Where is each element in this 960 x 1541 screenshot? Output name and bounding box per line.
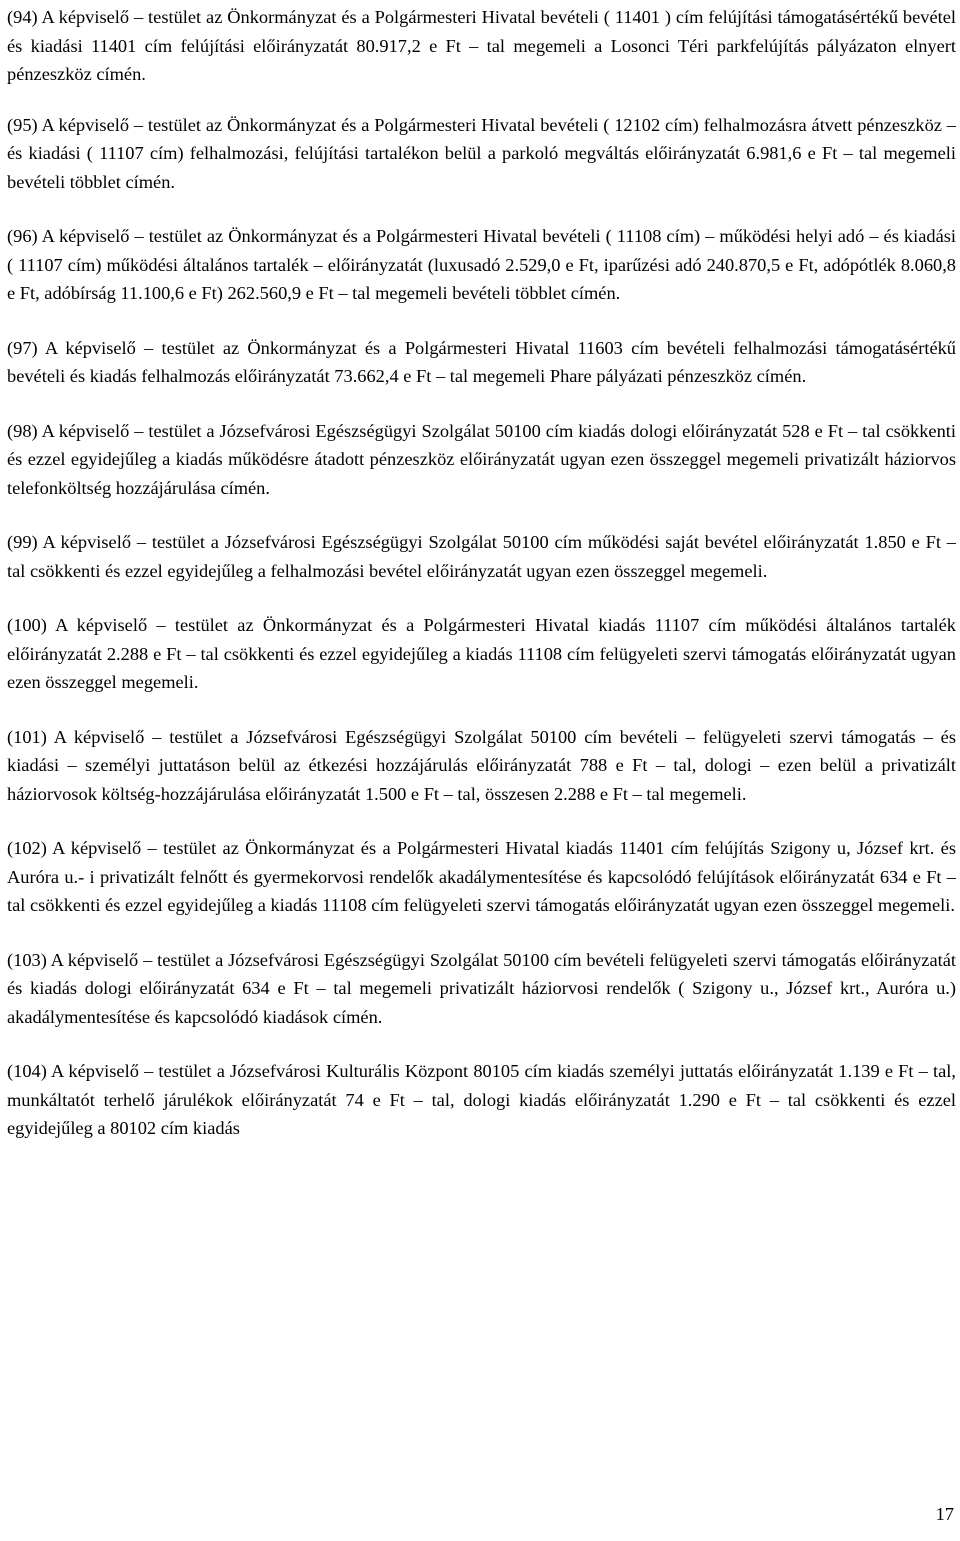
paragraph-103: (103) A képviselő – testület a Józsefvárosi Egészségügyi Szolgálat 50100 cím bevételi felügyeleti szervi támogatás előirányzatát és kiadás dologi előirányzatát 634 e Ft – tal megemeli privatizált háziorvosi rendelők ( Szigony u., József krt., Auróra u.) akadálymentesítése és kapcsolódó kiadások címén. — [7, 949, 956, 1027]
paragraph-102: (102) A képviselő – testület az Önkormányzat és a Polgármesteri Hivatal kiadás 11401 cím felújítás Szigony u, József krt. és Auróra u.- i privatizált felnőtt és gyermekorvosi rendelők akadálymentesítése és kapcsolódó felújítások előirányzatát 634 e Ft – tal csökkenti és ezzel egyidejűleg a kiadás 11108 cím felügyeleti szervi támogatás előirányzatát ugyan ezen összeggel megemeli. — [7, 838, 956, 915]
paragraph-104: (104) A képviselő – testület a Józsefvárosi Kulturális Központ 80105 cím kiadás személyi juttatás előirányzatát 1.139 e Ft – tal, munkáltatót terhelő járulékok előirányzatát 74 e Ft – tal, dologi kiadás előirányzatát 1.290 e Ft – tal csökkenti és ezzel egyidejűleg a 80102 cím kiadás — [7, 1061, 956, 1138]
page-number: 17 — [935, 1504, 954, 1524]
paragraph-97: (97) A képviselő – testület az Önkormányzat és a Polgármesteri Hivatal 11603 cím bevételi felhalmozási támogatásértékű bevételi és kiadás felhalmozás előirányzatát 73.662,4 e Ft – tal megemeli Phare pályázati pénzeszköz címén. — [7, 337, 956, 386]
paragraph-99: (99) A képviselő – testület a Józsefvárosi Egészségügyi Szolgálat 50100 cím működési saját bevétel előirányzatát 1.850 e Ft – tal csökkenti és ezzel egyidejűleg a felhalmozási bevétel előirányzatát ugyan ezen összeggel megemeli. — [7, 532, 956, 581]
paragraph-95: (95) A képviselő – testület az Önkormányzat és a Polgármesteri Hivatal bevételi ( 12102 cím) felhalmozásra átvett pénzeszköz – és kiadási ( 11107 cím) felhalmozási, felújítási tartalékon belül a parkoló megváltás előirányzatát 6.981,6 e Ft – tal megemeli bevételi többlet címén. — [7, 114, 956, 192]
paragraph-101: (101) A képviselő – testület a Józsefvárosi Egészségügyi Szolgálat 50100 cím bevételi – felügyeleti szervi támogatás – és kiadási – személyi juttatáson belül az étkezési hozzájárulás előirányzatát 788 e Ft – tal, dologi – ezen belül a privatizált háziorvosok költség-hozzájárulása előirányzatát 1.500 e Ft – tal, összesen 2.288 e Ft – tal megemeli. — [7, 726, 956, 804]
paragraph-100: (100) A képviselő – testület az Önkormányzat és a Polgármesteri Hivatal kiadás 11107 cím működési általános tartalék előirányzatát 2.288 e Ft – tal csökkenti és ezzel egyidejűleg a kiadás 11108 cím felügyeleti szervi támogatás előirányzatát ugyan ezen összeggel megemeli. — [7, 615, 956, 692]
paragraph-96: (96) A képviselő – testület az Önkormányzat és a Polgármesteri Hivatal bevételi ( 11108 cím) – működési helyi adó – és kiadási ( 11107 cím) működési általános tartalék – előirányzatát (luxusadó 2.529,0 e Ft, iparűzési adó 240.870,5 e Ft, adópótlék 8.060,8 e Ft, adóbírság 11.100,6 e Ft) 262.560,9 e Ft – tal megemeli bevételi többlet címén. — [7, 226, 956, 303]
paragraph-94: (94) A képviselő – testület az Önkormányzat és a Polgármesteri Hivatal bevételi ( 11401 ) cím felújítási támogatásértékű bevétel és kiadási 11401 cím felújítási előirányzatát 80.917,2 e Ft – tal megemeli a Losonci Téri parkfelújítás pályázaton elnyert pénzeszköz címén. — [7, 7, 956, 84]
paragraph-98: (98) A képviselő – testület a Józsefvárosi Egészségügyi Szolgálat 50100 cím kiadás dologi előirányzatát 528 e Ft – tal csökkenti és ezzel egyidejűleg a kiadás működésre átadott pénzeszköz előirányzatát ugyan ezen összeggel megemeli privatizált háziorvos telefonköltség hozzájárulása címén. — [7, 420, 956, 498]
